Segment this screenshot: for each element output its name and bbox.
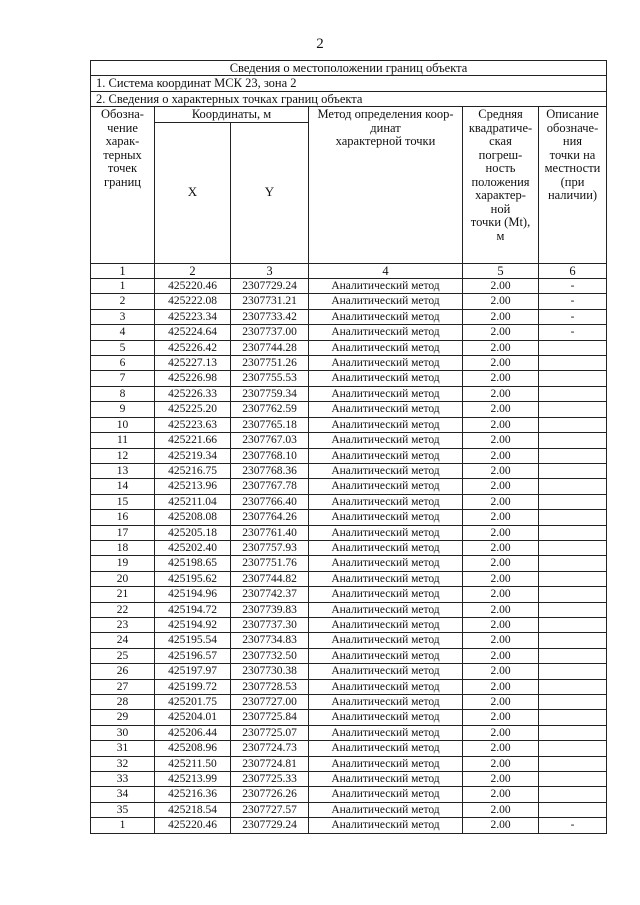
mean-error-cell: 2.00: [463, 756, 539, 771]
point-number-cell: 14: [91, 479, 155, 494]
point-number-cell: 35: [91, 802, 155, 817]
table-row: [91, 725, 607, 740]
point-number-cell: 12: [91, 448, 155, 463]
y-coordinate-cell: 2307737.00: [231, 325, 309, 340]
x-coordinate-cell: 425219.34: [155, 448, 231, 463]
y-coordinate-cell: 2307742.37: [231, 587, 309, 602]
method-cell: Аналитический метод: [309, 617, 463, 632]
x-coordinate-cell: 425196.57: [155, 648, 231, 663]
x-coordinate-cell: 425223.63: [155, 417, 231, 432]
mean-error-cell: 2.00: [463, 325, 539, 340]
table-row: [91, 402, 607, 417]
point-number-cell: 21: [91, 587, 155, 602]
description-cell: [539, 540, 607, 555]
y-coordinate-cell: 2307729.24: [231, 279, 309, 294]
mean-error-cell: 2.00: [463, 571, 539, 586]
table-row: [91, 787, 607, 802]
mean-error-cell: 2.00: [463, 818, 539, 833]
method-cell: Аналитический метод: [309, 787, 463, 802]
x-coordinate-cell: 425213.99: [155, 772, 231, 787]
table-row: [91, 525, 607, 540]
x-coordinate-cell: 425201.75: [155, 695, 231, 710]
method-cell: Аналитический метод: [309, 525, 463, 540]
description-cell: [539, 386, 607, 401]
description-cell: [539, 402, 607, 417]
page-number: 2: [316, 36, 324, 52]
x-coordinate-cell: 425211.04: [155, 494, 231, 509]
x-coordinate-cell: 425204.01: [155, 710, 231, 725]
table-row: [91, 463, 607, 478]
method-cell: Аналитический метод: [309, 772, 463, 787]
point-number-cell: 31: [91, 741, 155, 756]
point-number-cell: 32: [91, 756, 155, 771]
table-row: [91, 664, 607, 679]
table-row: [91, 417, 607, 432]
table-row: [91, 386, 607, 401]
table-row: [91, 818, 607, 833]
mean-error-cell: 2.00: [463, 279, 539, 294]
header-point-designation: Обозна- чение харак- терных точек границ: [91, 107, 155, 263]
description-cell: [539, 602, 607, 617]
point-number-cell: 28: [91, 695, 155, 710]
mean-error-cell: 2.00: [463, 479, 539, 494]
method-cell: Аналитический метод: [309, 756, 463, 771]
x-coordinate-cell: 425194.72: [155, 602, 231, 617]
x-coordinate-cell: 425195.62: [155, 571, 231, 586]
table-row: [91, 756, 607, 771]
table-row: [91, 510, 607, 525]
table-row: [91, 648, 607, 663]
x-coordinate-cell: 425194.92: [155, 617, 231, 632]
x-coordinate-cell: 425216.75: [155, 463, 231, 478]
y-coordinate-cell: 2307725.84: [231, 710, 309, 725]
col-number-6: 6: [539, 263, 607, 278]
x-coordinate-cell: 425205.18: [155, 525, 231, 540]
description-cell: [539, 633, 607, 648]
description-cell: [539, 695, 607, 710]
point-number-cell: 8: [91, 386, 155, 401]
description-cell: [539, 787, 607, 802]
table-row: [91, 448, 607, 463]
point-number-cell: 33: [91, 772, 155, 787]
mean-error-cell: 2.00: [463, 294, 539, 309]
mean-error-cell: 2.00: [463, 402, 539, 417]
x-coordinate-cell: 425227.13: [155, 356, 231, 371]
x-coordinate-cell: 425216.36: [155, 787, 231, 802]
method-cell: Аналитический метод: [309, 448, 463, 463]
y-coordinate-cell: 2307724.81: [231, 756, 309, 771]
point-number-cell: 25: [91, 648, 155, 663]
description-cell: [539, 525, 607, 540]
mean-error-cell: 2.00: [463, 695, 539, 710]
y-coordinate-cell: 2307724.73: [231, 741, 309, 756]
method-cell: Аналитический метод: [309, 587, 463, 602]
y-coordinate-cell: 2307767.03: [231, 433, 309, 448]
header-coordinates: Координаты, м: [155, 107, 309, 122]
mean-error-cell: 2.00: [463, 787, 539, 802]
point-number-cell: 5: [91, 340, 155, 355]
table-row: [91, 479, 607, 494]
x-coordinate-cell: 425221.66: [155, 433, 231, 448]
table-row: [91, 633, 607, 648]
mean-error-cell: 2.00: [463, 494, 539, 509]
y-coordinate-cell: 2307765.18: [231, 417, 309, 432]
description-cell: [539, 617, 607, 632]
x-coordinate-cell: 425195.54: [155, 633, 231, 648]
x-coordinate-cell: 425220.46: [155, 279, 231, 294]
method-cell: Аналитический метод: [309, 402, 463, 417]
description-cell: [539, 448, 607, 463]
y-coordinate-cell: 2307759.34: [231, 386, 309, 401]
header-x: X: [155, 122, 231, 263]
x-coordinate-cell: 425220.46: [155, 818, 231, 833]
y-coordinate-cell: 2307751.26: [231, 356, 309, 371]
table-row: [91, 571, 607, 586]
method-cell: Аналитический метод: [309, 510, 463, 525]
method-cell: Аналитический метод: [309, 710, 463, 725]
description-cell: [539, 433, 607, 448]
header-description: Описание обозначе- ния точки на местности (при наличии): [539, 107, 607, 263]
table-row: [91, 540, 607, 555]
description-cell: [539, 802, 607, 817]
description-cell: [539, 556, 607, 571]
y-coordinate-cell: 2307725.07: [231, 725, 309, 740]
method-cell: Аналитический метод: [309, 279, 463, 294]
method-cell: Аналитический метод: [309, 325, 463, 340]
x-coordinate-cell: 425223.34: [155, 309, 231, 324]
mean-error-cell: 2.00: [463, 356, 539, 371]
method-cell: Аналитический метод: [309, 356, 463, 371]
y-coordinate-cell: 2307757.93: [231, 540, 309, 555]
method-cell: Аналитический метод: [309, 463, 463, 478]
table-row: [91, 279, 607, 294]
point-number-cell: 29: [91, 710, 155, 725]
method-cell: Аналитический метод: [309, 294, 463, 309]
y-coordinate-cell: 2307764.26: [231, 510, 309, 525]
method-cell: Аналитический метод: [309, 479, 463, 494]
section-characteristic-points: 2. Сведения о характерных точках границ объекта: [91, 91, 607, 106]
method-cell: Аналитический метод: [309, 309, 463, 324]
y-coordinate-cell: 2307761.40: [231, 525, 309, 540]
header-y: Y: [231, 122, 309, 263]
method-cell: Аналитический метод: [309, 802, 463, 817]
description-cell: [539, 417, 607, 432]
method-cell: Аналитический метод: [309, 540, 463, 555]
table-row: [91, 340, 607, 355]
point-number-cell: 11: [91, 433, 155, 448]
point-number-cell: 23: [91, 617, 155, 632]
y-coordinate-cell: 2307766.40: [231, 494, 309, 509]
point-number-cell: 18: [91, 540, 155, 555]
method-cell: Аналитический метод: [309, 417, 463, 432]
method-cell: Аналитический метод: [309, 679, 463, 694]
table-row: [91, 617, 607, 632]
description-cell: [539, 648, 607, 663]
point-number-cell: 7: [91, 371, 155, 386]
method-cell: Аналитический метод: [309, 571, 463, 586]
mean-error-cell: 2.00: [463, 741, 539, 756]
mean-error-cell: 2.00: [463, 433, 539, 448]
x-coordinate-cell: 425218.54: [155, 802, 231, 817]
table-row: [91, 772, 607, 787]
y-coordinate-cell: 2307734.83: [231, 633, 309, 648]
y-coordinate-cell: 2307732.50: [231, 648, 309, 663]
x-coordinate-cell: 425194.96: [155, 587, 231, 602]
mean-error-cell: 2.00: [463, 386, 539, 401]
x-coordinate-cell: 425226.98: [155, 371, 231, 386]
x-coordinate-cell: 425226.42: [155, 340, 231, 355]
y-coordinate-cell: 2307733.42: [231, 309, 309, 324]
description-cell: [539, 756, 607, 771]
method-cell: Аналитический метод: [309, 741, 463, 756]
table-row: [91, 494, 607, 509]
mean-error-cell: 2.00: [463, 772, 539, 787]
table-row: [91, 556, 607, 571]
method-cell: Аналитический метод: [309, 494, 463, 509]
mean-error-cell: 2.00: [463, 710, 539, 725]
x-coordinate-cell: 425197.97: [155, 664, 231, 679]
method-cell: Аналитический метод: [309, 433, 463, 448]
point-number-cell: 1: [91, 279, 155, 294]
point-number-cell: 22: [91, 602, 155, 617]
x-coordinate-cell: 425202.40: [155, 540, 231, 555]
description-cell: [539, 725, 607, 740]
table-row: [91, 433, 607, 448]
y-coordinate-cell: 2307727.00: [231, 695, 309, 710]
table-row: [91, 294, 607, 309]
mean-error-cell: 2.00: [463, 510, 539, 525]
method-cell: Аналитический метод: [309, 725, 463, 740]
point-number-cell: 30: [91, 725, 155, 740]
point-number-cell: 10: [91, 417, 155, 432]
mean-error-cell: 2.00: [463, 725, 539, 740]
mean-error-cell: 2.00: [463, 602, 539, 617]
point-number-cell: 9: [91, 402, 155, 417]
x-coordinate-cell: 425198.65: [155, 556, 231, 571]
mean-error-cell: 2.00: [463, 540, 539, 555]
method-cell: Аналитический метод: [309, 648, 463, 663]
mean-error-cell: 2.00: [463, 340, 539, 355]
point-number-cell: 17: [91, 525, 155, 540]
description-cell: -: [539, 294, 607, 309]
section-coordinate-system: 1. Система координат МСК 23, зона 2: [91, 76, 607, 91]
mean-error-cell: 2.00: [463, 448, 539, 463]
mean-error-cell: 2.00: [463, 525, 539, 540]
y-coordinate-cell: 2307768.36: [231, 463, 309, 478]
header-method: Метод определения коор- динат характерной точки: [309, 107, 463, 263]
table-row: [91, 587, 607, 602]
table-row: [91, 602, 607, 617]
mean-error-cell: 2.00: [463, 633, 539, 648]
point-number-cell: 34: [91, 787, 155, 802]
y-coordinate-cell: 2307762.59: [231, 402, 309, 417]
method-cell: Аналитический метод: [309, 695, 463, 710]
description-cell: [539, 679, 607, 694]
header-mean-error: Средняя квадратиче- ская погреш- ность положения характер- ной точки (Mt), м: [463, 107, 539, 263]
y-coordinate-cell: 2307767.78: [231, 479, 309, 494]
description-cell: [539, 479, 607, 494]
mean-error-cell: 2.00: [463, 371, 539, 386]
method-cell: Аналитический метод: [309, 664, 463, 679]
y-coordinate-cell: 2307755.53: [231, 371, 309, 386]
mean-error-cell: 2.00: [463, 463, 539, 478]
y-coordinate-cell: 2307768.10: [231, 448, 309, 463]
point-number-cell: 26: [91, 664, 155, 679]
x-coordinate-cell: 425208.08: [155, 510, 231, 525]
table-row: [91, 371, 607, 386]
table-row: [91, 695, 607, 710]
description-cell: -: [539, 279, 607, 294]
point-number-cell: 6: [91, 356, 155, 371]
description-cell: -: [539, 818, 607, 833]
x-coordinate-cell: 425213.96: [155, 479, 231, 494]
description-cell: [539, 510, 607, 525]
method-cell: Аналитический метод: [309, 371, 463, 386]
method-cell: Аналитический метод: [309, 340, 463, 355]
method-cell: Аналитический метод: [309, 602, 463, 617]
point-number-cell: 2: [91, 294, 155, 309]
y-coordinate-cell: 2307725.33: [231, 772, 309, 787]
mean-error-cell: 2.00: [463, 664, 539, 679]
table-row: [91, 710, 607, 725]
table-row: [91, 356, 607, 371]
description-cell: [539, 571, 607, 586]
y-coordinate-cell: 2307727.57: [231, 802, 309, 817]
x-coordinate-cell: 425199.72: [155, 679, 231, 694]
y-coordinate-cell: 2307744.28: [231, 340, 309, 355]
mean-error-cell: 2.00: [463, 556, 539, 571]
boundary-points-table: [90, 60, 607, 834]
method-cell: Аналитический метод: [309, 633, 463, 648]
description-cell: [539, 371, 607, 386]
description-cell: -: [539, 325, 607, 340]
y-coordinate-cell: 2307726.26: [231, 787, 309, 802]
mean-error-cell: 2.00: [463, 587, 539, 602]
table-row: [91, 679, 607, 694]
x-coordinate-cell: 425226.33: [155, 386, 231, 401]
point-number-cell: 4: [91, 325, 155, 340]
description-cell: [539, 741, 607, 756]
mean-error-cell: 2.00: [463, 679, 539, 694]
description-cell: [539, 664, 607, 679]
description-cell: [539, 356, 607, 371]
y-coordinate-cell: 2307730.38: [231, 664, 309, 679]
mean-error-cell: 2.00: [463, 309, 539, 324]
mean-error-cell: 2.00: [463, 802, 539, 817]
table-title: Сведения о местоположении границ объекта: [91, 61, 607, 76]
table-row: [91, 325, 607, 340]
method-cell: Аналитический метод: [309, 386, 463, 401]
table-row: [91, 741, 607, 756]
x-coordinate-cell: 425222.08: [155, 294, 231, 309]
description-cell: [539, 710, 607, 725]
col-number-5: 5: [463, 263, 539, 278]
x-coordinate-cell: 425206.44: [155, 725, 231, 740]
mean-error-cell: 2.00: [463, 648, 539, 663]
col-number-2: 2: [155, 263, 231, 278]
point-number-cell: 13: [91, 463, 155, 478]
y-coordinate-cell: 2307731.21: [231, 294, 309, 309]
y-coordinate-cell: 2307729.24: [231, 818, 309, 833]
description-cell: [539, 494, 607, 509]
mean-error-cell: 2.00: [463, 617, 539, 632]
point-number-cell: 24: [91, 633, 155, 648]
point-number-cell: 15: [91, 494, 155, 509]
description-cell: -: [539, 309, 607, 324]
x-coordinate-cell: 425224.64: [155, 325, 231, 340]
table-row: [91, 309, 607, 324]
description-cell: [539, 587, 607, 602]
y-coordinate-cell: 2307751.76: [231, 556, 309, 571]
point-number-cell: 27: [91, 679, 155, 694]
point-number-cell: 19: [91, 556, 155, 571]
table-row: [91, 802, 607, 817]
col-number-4: 4: [309, 263, 463, 278]
point-number-cell: 16: [91, 510, 155, 525]
x-coordinate-cell: 425211.50: [155, 756, 231, 771]
col-number-3: 3: [231, 263, 309, 278]
mean-error-cell: 2.00: [463, 417, 539, 432]
y-coordinate-cell: 2307744.82: [231, 571, 309, 586]
description-cell: [539, 340, 607, 355]
x-coordinate-cell: 425225.20: [155, 402, 231, 417]
y-coordinate-cell: 2307728.53: [231, 679, 309, 694]
y-coordinate-cell: 2307739.83: [231, 602, 309, 617]
description-cell: [539, 772, 607, 787]
x-coordinate-cell: 425208.96: [155, 741, 231, 756]
method-cell: Аналитический метод: [309, 818, 463, 833]
description-cell: [539, 463, 607, 478]
method-cell: Аналитический метод: [309, 556, 463, 571]
point-number-cell: 20: [91, 571, 155, 586]
point-number-cell: 3: [91, 309, 155, 324]
col-number-1: 1: [91, 263, 155, 278]
y-coordinate-cell: 2307737.30: [231, 617, 309, 632]
point-number-cell: 1: [91, 818, 155, 833]
